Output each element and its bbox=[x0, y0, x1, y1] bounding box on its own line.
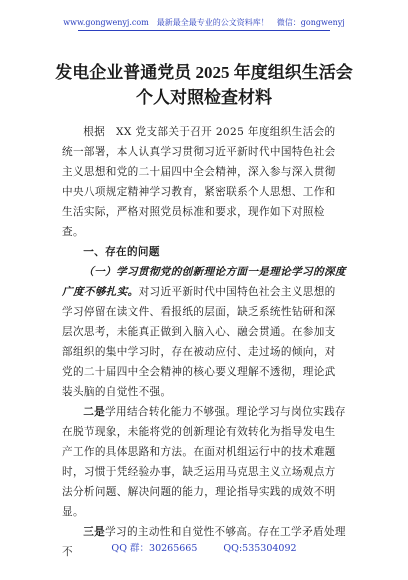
footer-qq-group: QQ 群：30265665 bbox=[111, 543, 198, 554]
page-footer bbox=[0, 543, 408, 555]
subsection-body: 对习近平新时代中国特色社会主义思想的学习停留在读文件、看报纸的层面，缺乏系统性钻研和深层次思考，未能真正做到入脑入心、融会贯通。在参加支部组织的集中学习时，存在被动应付、走过场的倾向，对党的二十届四中全会精神的核心要义理解不透彻，理论武装头脑的自觉性不强。 bbox=[62, 286, 336, 398]
point-2-body: 学用结合转化能力不够强。理论学习与岗位实践存在脱节现象，未能将党的创新理论有效转化为指导发电生产工作的具体思路和方法。在面对机组运行中的技术难题时，习惯于凭经验办事，缺乏运用马克思主义立场观点方法分析问题、解决问题的能力，理论指导实践的成效不明显。 bbox=[62, 406, 346, 518]
document-body bbox=[62, 122, 346, 562]
header-rule bbox=[78, 30, 330, 31]
header-wechat: 微信：gongwenyj bbox=[276, 18, 345, 27]
point-3-body: 学习的主动性和自觉性不够高。存在工学矛盾处理不 bbox=[62, 526, 346, 558]
point-2-paragraph bbox=[62, 402, 346, 522]
page-header bbox=[0, 18, 408, 28]
subsection-heading: （一）学习贯彻党的创新理论方面一是理论学习的深度广度不够扎实。 bbox=[62, 266, 346, 298]
website-link[interactable]: www.gongwenyj.com bbox=[63, 18, 149, 27]
intro-paragraph: 根据 XX 党支部关于召开 2025 年度组织生活会的统一部署，本人认真学习贯彻习近平新时代中国特色社会主义思想和党的二十届四中全会精神，深入参与深入贯彻中央八项规定精神学习教育，紧密联系个人思想、工作和生活实际，严格对照党员标准和要求，现作如下对照检查。 bbox=[62, 126, 336, 238]
footer-qq: QQ:535304092 bbox=[223, 543, 297, 554]
section-heading: 一、存在的问题 bbox=[83, 246, 160, 258]
point-3-lead: 三是 bbox=[83, 526, 106, 538]
point-2-lead: 二是 bbox=[83, 406, 106, 418]
point-3-paragraph bbox=[62, 522, 346, 562]
subsection-paragraph-1 bbox=[62, 262, 346, 402]
header-slogan: 最新最全最专业的公文资料库！ bbox=[156, 18, 269, 27]
document-title-line1: 发电企业普通党员 2025 年度组织生活会 bbox=[55, 63, 353, 82]
document-title-line2: 个人对照检查材料 bbox=[136, 88, 272, 107]
